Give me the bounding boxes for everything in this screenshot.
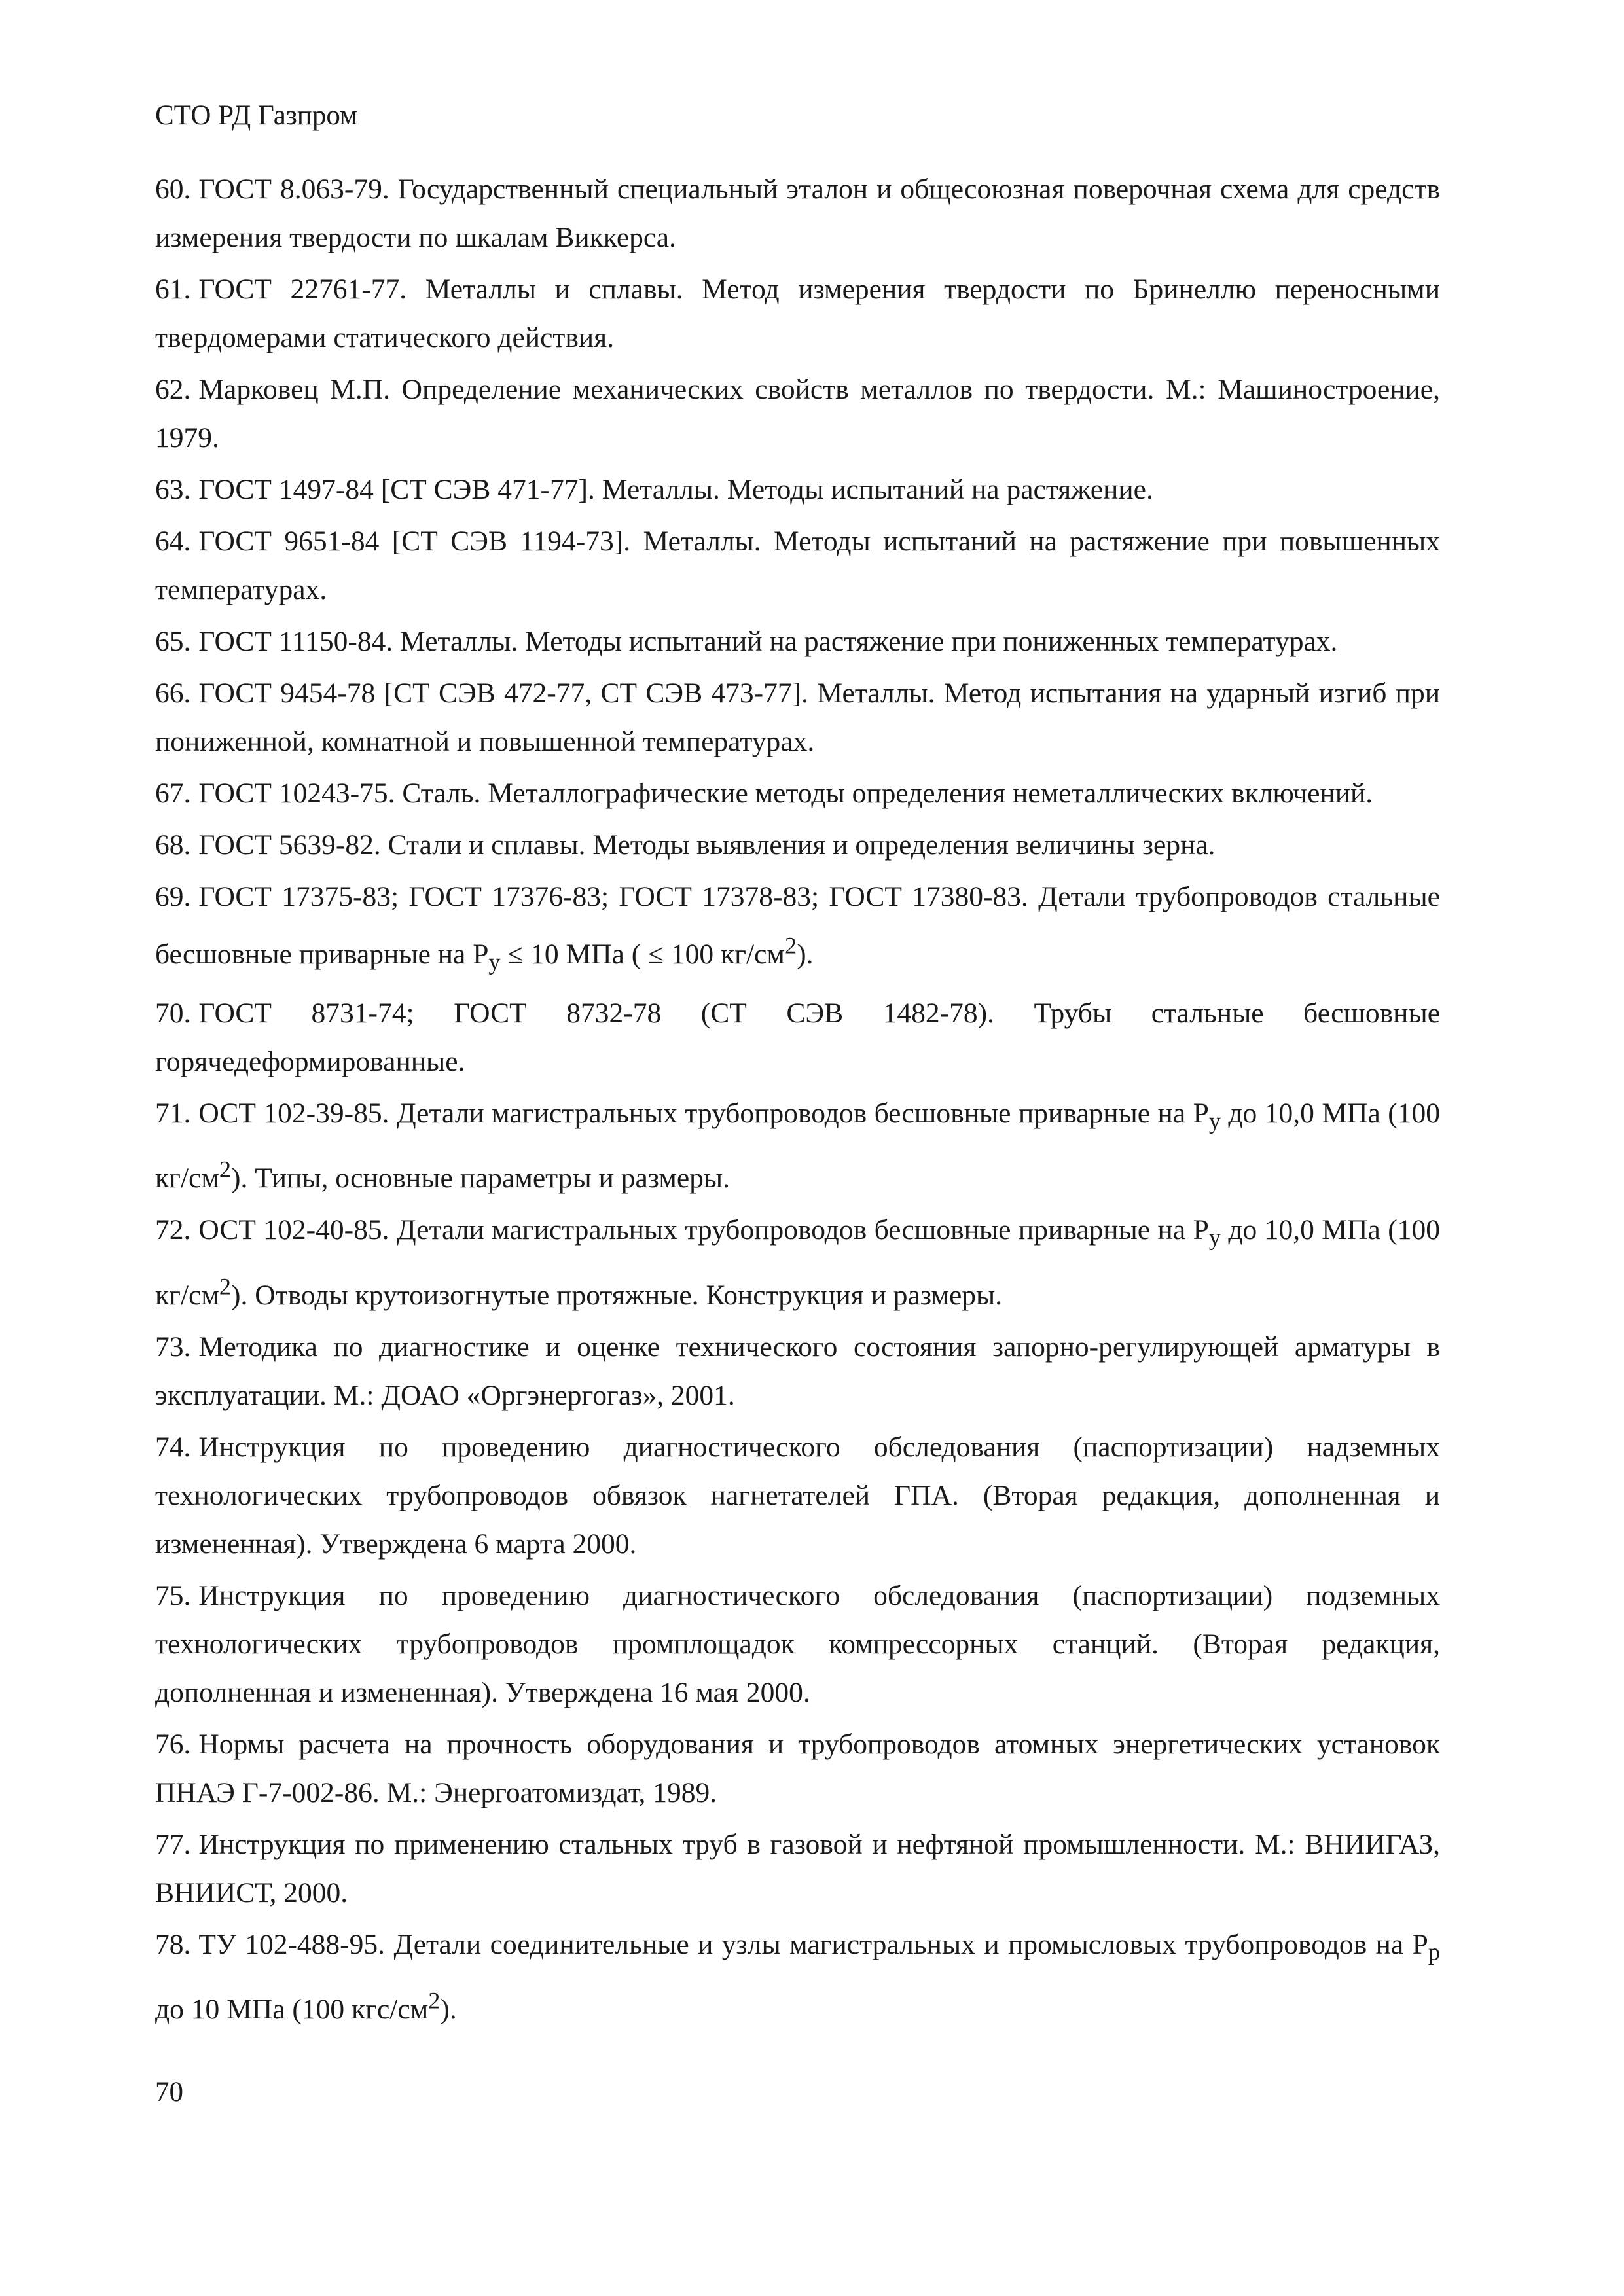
reference-number: 65.	[155, 626, 191, 657]
reference-text: ОСТ 102-40-85. Детали магистральных трубопроводов бесшовные приварные на $Р_у$ до 10,0 МПа (100 $кг/см^2$). Отводы крутоизогнутые протяжные. Конструкция и размеры.	[155, 1214, 1440, 1311]
reference-number: 63.	[155, 474, 191, 505]
reference-text: ТУ 102-488-95. Детали соединительные и узлы магистральных и промысловых трубопроводов на $Р_р$ до 10 МПа (100 кгс/$см^2$).	[155, 1928, 1440, 2025]
reference-text: ГОСТ 8.063-79. Государственный специальный эталон и общесоюзная поверочная схема для средств измерения твердости по шкалам Виккерса.	[155, 173, 1440, 253]
reference-text: Марковец М.П. Определение механических свойств металлов по твердости. М.: Машиностроение, 1979.	[155, 374, 1440, 454]
reference-text: Нормы расчета на прочность оборудования и трубопроводов атомных энергетических установок ПНАЭ Г-7-002-86. М.: Энергоатомиздат, 1989.	[155, 1728, 1440, 1808]
reference-text: ГОСТ 17375-83; ГОСТ 17376-83; ГОСТ 17378-83; ГОСТ 17380-83. Детали трубопроводов стальные бесшовные приварные на $Р_у \le 10$ МПа ( ≤ 100 $кг/см^2$).	[155, 881, 1440, 975]
reference-item	[155, 1089, 1440, 1202]
reference-item	[155, 769, 1440, 817]
page-number: 70	[155, 2077, 183, 2108]
reference-item	[155, 517, 1440, 614]
reference-text: ГОСТ 9454-78 [СТ СЭВ 472-77, СТ СЭВ 473-77]. Металлы. Метод испытания на ударный изгиб при пониженной, комнатной и повышенной температурах.	[155, 677, 1440, 757]
page-header: СТО РД Газпром	[155, 100, 358, 131]
reference-text: ГОСТ 9651-84 [СТ СЭВ 1194-73]. Металлы. Методы испытаний на растяжение при повышенных температурах.	[155, 526, 1440, 605]
reference-item	[155, 821, 1440, 869]
reference-number: 76.	[155, 1728, 191, 1760]
reference-number: 62.	[155, 374, 191, 405]
reference-number: 67.	[155, 778, 191, 809]
reference-number: 75.	[155, 1579, 191, 1611]
reference-text: ГОСТ 8731-74; ГОСТ 8732-78 (СТ СЭВ 1482-78). Трубы стальные бесшовные горячедеформированные.	[155, 997, 1440, 1078]
reference-item	[155, 165, 1440, 262]
reference-number: 71.	[155, 1098, 191, 1130]
reference-text: ГОСТ 22761-77. Металлы и сплавы. Метод измерения твердости по Бринеллю переносными твердомерами статического действия.	[155, 274, 1440, 353]
reference-item	[155, 1206, 1440, 1319]
reference-item	[155, 669, 1440, 766]
reference-number: 73.	[155, 1331, 191, 1363]
reference-item	[155, 465, 1440, 514]
reference-item	[155, 1571, 1440, 1717]
reference-text: ГОСТ 10243-75. Сталь. Металлографические методы определения неметаллических включений.	[198, 778, 1373, 809]
reference-text: ГОСТ 5639-82. Стали и сплавы. Методы выявления и определения величины зерна.	[198, 829, 1216, 861]
reference-item	[155, 989, 1440, 1086]
reference-text: ГОСТ 11150-84. Металлы. Методы испытаний на растяжение при пониженных температурах.	[198, 626, 1338, 657]
reference-text: Инструкция по проведению диагностического обследования (паспортизации) надземных технологических трубопроводов обвязок нагнетателей ГПА. (Вторая редакция, дополненная и измененная). Утверждена 6 марта 2000.	[155, 1431, 1440, 1560]
reference-item	[155, 617, 1440, 666]
reference-text: ГОСТ 1497-84 [СТ СЭВ 471-77]. Металлы. Методы испытаний на растяжение.	[198, 474, 1153, 505]
reference-number: 77.	[155, 1828, 191, 1860]
reference-text: Инструкция по применению стальных труб в газовой и нефтяной промышленности. М.: ВНИИГАЗ, ВНИИСТ, 2000.	[155, 1828, 1440, 1909]
reference-number: 61.	[155, 274, 191, 305]
reference-item	[155, 265, 1440, 362]
reference-text: Инструкция по проведению диагностического обследования (паспортизации) подземных технологических трубопроводов промплощадок компрессорных станций. (Вторая редакция, дополненная и измененная). Утверждена 16 мая 2000.	[155, 1579, 1440, 1708]
reference-number: 69.	[155, 881, 191, 912]
reference-number: 70.	[155, 997, 191, 1030]
reference-number: 72.	[155, 1214, 191, 1246]
reference-item	[155, 1323, 1440, 1420]
reference-text: ОСТ 102-39-85. Детали магистральных трубопроводов бесшовные приварные на $Р_у$ до 10,0 МПа (100 $кг/см^2$). Типы, основные параметры и размеры.	[155, 1098, 1440, 1194]
reference-text: Методика по диагностике и оценке технического состояния запорно-регулирующей арматуры в эксплуатации. М.: ДОАО «Оргэнергогаз», 2001.	[155, 1331, 1440, 1411]
reference-number: 68.	[155, 829, 191, 861]
reference-number: 60.	[155, 173, 191, 205]
reference-item	[155, 1720, 1440, 1817]
reference-item	[155, 1423, 1440, 1568]
reference-number: 64.	[155, 526, 191, 557]
reference-number: 78.	[155, 1928, 191, 1960]
reference-list	[155, 165, 1440, 2037]
reference-item	[155, 1820, 1440, 1917]
reference-item	[155, 1920, 1440, 2034]
reference-item	[155, 365, 1440, 462]
reference-number: 74.	[155, 1431, 191, 1463]
reference-item	[155, 872, 1440, 986]
reference-number: 66.	[155, 677, 191, 709]
